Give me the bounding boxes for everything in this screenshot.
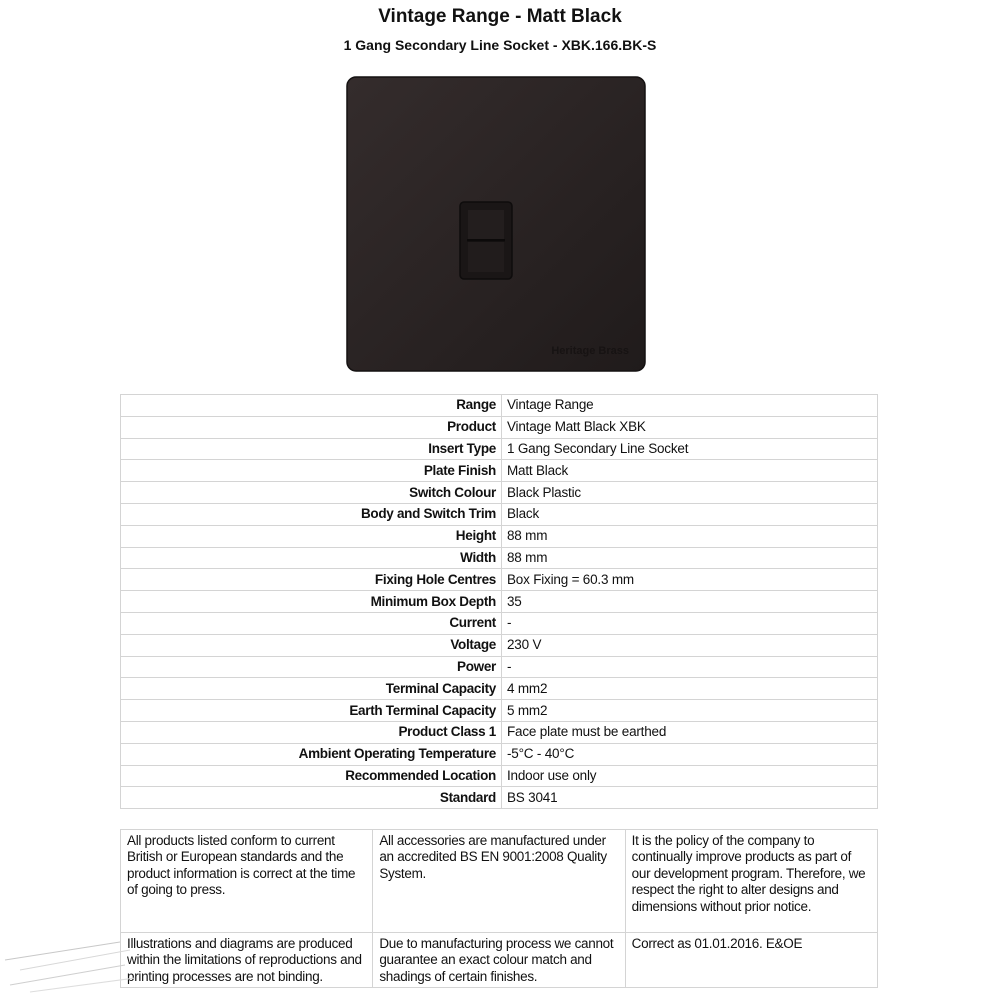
spec-label: Range [121,395,502,417]
spec-value: Matt Black [502,460,878,482]
spec-label: Body and Switch Trim [121,503,502,525]
spec-row [121,765,878,787]
spec-value: 35 [502,591,878,613]
spec-row [121,438,878,460]
spec-label: Power [121,656,502,678]
spec-value: Indoor use only [502,765,878,787]
note-cell: Correct as 01.01.2016. E&OE [625,933,877,988]
notes-row [121,830,878,933]
socket-product-image [346,76,646,372]
spec-label: Height [121,525,502,547]
spec-row [121,547,878,569]
spec-value: Box Fixing = 60.3 mm [502,569,878,591]
spec-row [121,721,878,743]
note-cell: Illustrations and diagrams are produced within the limitations of reproductions and printing processes are not binding. [121,933,373,988]
spec-label: Current [121,612,502,634]
socket-slot [467,239,505,242]
spec-row [121,678,878,700]
spec-label: Minimum Box Depth [121,591,502,613]
spec-label: Voltage [121,634,502,656]
spec-value: 1 Gang Secondary Line Socket [502,438,878,460]
notes-row [121,933,878,988]
spec-row [121,743,878,765]
spec-label: Insert Type [121,438,502,460]
spec-value: Vintage Range [502,395,878,417]
spec-value: 88 mm [502,547,878,569]
spec-label: Fixing Hole Centres [121,569,502,591]
note-cell: It is the policy of the company to continually improve products as part of our development program. Therefore, we respect the right to alter designs and dimensions without prior notice. [625,830,877,933]
spec-row [121,787,878,809]
spec-value: -5°C - 40°C [502,743,878,765]
notes-table [120,829,878,988]
note-cell: All products listed conform to current British or European standards and the product information is correct at the time of going to press. [121,830,373,933]
spec-row [121,700,878,722]
spec-row [121,503,878,525]
spec-label: Switch Colour [121,482,502,504]
spec-value: Vintage Matt Black XBK [502,416,878,438]
spec-label: Terminal Capacity [121,678,502,700]
socket-shutter [468,210,504,240]
note-cell: All accessories are manufactured under an accredited BS EN 9001:2008 Quality System. [373,830,625,933]
spec-row [121,395,878,417]
spec-value: 88 mm [502,525,878,547]
spec-value: 5 mm2 [502,700,878,722]
spec-value: 4 mm2 [502,678,878,700]
note-cell: Due to manufacturing process we cannot guarantee an exact colour match and shadings of certain finishes. [373,933,625,988]
spec-label: Ambient Operating Temperature [121,743,502,765]
spec-row [121,416,878,438]
spec-label: Product Class 1 [121,721,502,743]
spec-row [121,569,878,591]
spec-row [121,525,878,547]
spec-row [121,634,878,656]
spec-value: Black Plastic [502,482,878,504]
spec-value: - [502,656,878,678]
decorative-scribble [0,930,140,1000]
spec-row [121,482,878,504]
plate-logo: Heritage Brass [551,345,629,357]
spec-value: - [502,612,878,634]
specification-table [120,394,878,809]
spec-row [121,656,878,678]
spec-row [121,460,878,482]
spec-value: BS 3041 [502,787,878,809]
spec-label: Earth Terminal Capacity [121,700,502,722]
spec-value: 230 V [502,634,878,656]
spec-label: Plate Finish [121,460,502,482]
document-title: Vintage Range - Matt Black [378,6,622,27]
spec-row [121,612,878,634]
spec-label: Standard [121,787,502,809]
spec-label: Width [121,547,502,569]
spec-value: Face plate must be earthed [502,721,878,743]
spec-row [121,591,878,613]
document-subtitle: 1 Gang Secondary Line Socket - XBK.166.BK-S [343,37,657,53]
spec-label: Product [121,416,502,438]
spec-value: Black [502,503,878,525]
spec-label: Recommended Location [121,765,502,787]
